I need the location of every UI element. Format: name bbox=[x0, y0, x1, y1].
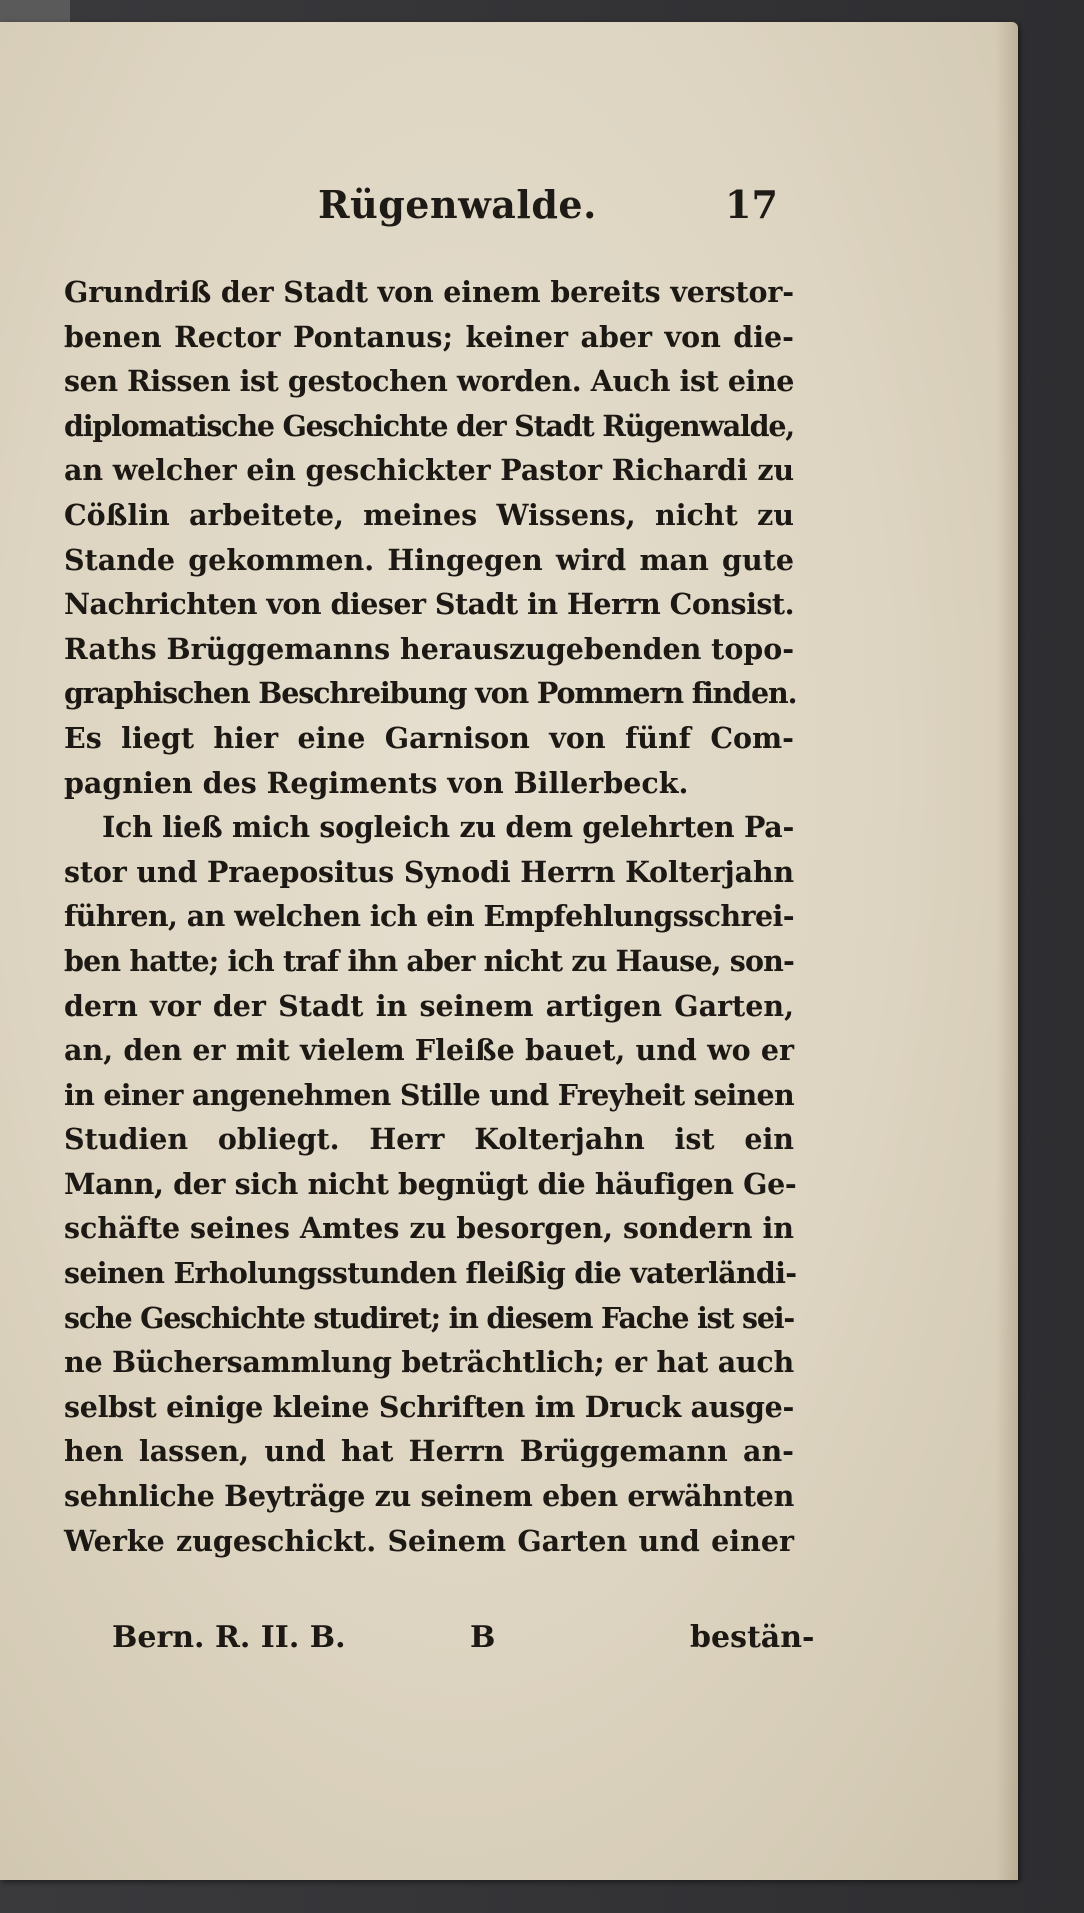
text-line: benen Rector Pontanus; keiner aber von die- bbox=[64, 319, 794, 354]
text-line: stor und Praepositus Synodi Herrn Kolterjahn bbox=[64, 854, 794, 889]
text-line: Grundriß der Stadt von einem bereits verstor- bbox=[64, 275, 794, 309]
signature-mark: B bbox=[470, 1620, 496, 1655]
text-line: Mann, der sich nicht begnügt die häufigen Ge- bbox=[64, 1166, 797, 1201]
text-line: an welcher ein geschickter Pastor Richardi zu bbox=[64, 453, 794, 488]
body-text bbox=[64, 270, 797, 1563]
catchword: bestän- bbox=[690, 1620, 815, 1655]
text-line: Cößlin arbeitete, meines Wissens, nicht zu bbox=[64, 497, 794, 532]
page-footer bbox=[0, 1620, 1018, 1670]
text-line: sehnliche Beyträge zu seinem eben erwähnten bbox=[64, 1479, 794, 1514]
page-header bbox=[0, 182, 1018, 242]
text-line: in einer angenehmen Stille und Freyheit seinen bbox=[64, 1077, 794, 1112]
text-line: Stande gekommen. Hingegen wird man gute bbox=[64, 542, 794, 577]
text-line: Raths Brüggemanns herauszugebenden topo- bbox=[64, 631, 794, 666]
text-line: hen lassen, und hat Herrn Brüggemann an- bbox=[64, 1434, 794, 1469]
text-line: selbst einige kleine Schriften im Druck ausge- bbox=[64, 1389, 794, 1424]
text-line: Studien obliegt. Herr Kolterjahn ist ein bbox=[64, 1122, 794, 1157]
text-line: diplomatische Geschichte der Stadt Rügenwalde, bbox=[64, 408, 794, 443]
text-line: an, den er mit vielem Fleiße bauet, und wo er bbox=[64, 1033, 794, 1068]
text-line: ben hatte; ich traf ihn aber nicht zu Hause, son- bbox=[64, 943, 794, 978]
text-line: dern vor der Stadt in seinem artigen Garten, bbox=[64, 988, 794, 1023]
text-line: pagnien des Regiments von Billerbeck. bbox=[64, 765, 689, 800]
text-line: sen Rissen ist gestochen worden. Auch ist eine bbox=[64, 364, 794, 399]
text-line: Ich ließ mich sogleich zu dem gelehrten Pa- bbox=[102, 810, 794, 845]
book-page bbox=[0, 22, 1018, 1880]
signature-note: Bern. R. II. B. bbox=[112, 1620, 346, 1655]
text-line: Nachrichten von dieser Stadt in Herrn Consist. bbox=[64, 587, 794, 622]
text-line: seinen Erholungsstunden fleißig die vaterländi- bbox=[64, 1256, 797, 1291]
book-binding-edge bbox=[0, 0, 70, 22]
running-title: Rügenwalde. bbox=[318, 182, 597, 227]
text-line: ne Büchersammlung beträchtlich; er hat auch bbox=[64, 1345, 794, 1380]
page-number: 17 bbox=[725, 182, 778, 227]
text-line: Es liegt hier eine Garnison von fünf Com- bbox=[64, 720, 794, 755]
text-line: sche Geschichte studiret; in diesem Fache ist sei- bbox=[64, 1300, 794, 1335]
text-line: führen, an welchen ich ein Empfehlungsschrei- bbox=[64, 899, 794, 934]
text-line: schäfte seines Amtes zu besorgen, sondern in bbox=[64, 1211, 794, 1246]
text-line: graphischen Beschreibung von Pommern finden. bbox=[64, 676, 797, 711]
text-line: Werke zugeschickt. Seinem Garten und einer bbox=[64, 1523, 794, 1558]
